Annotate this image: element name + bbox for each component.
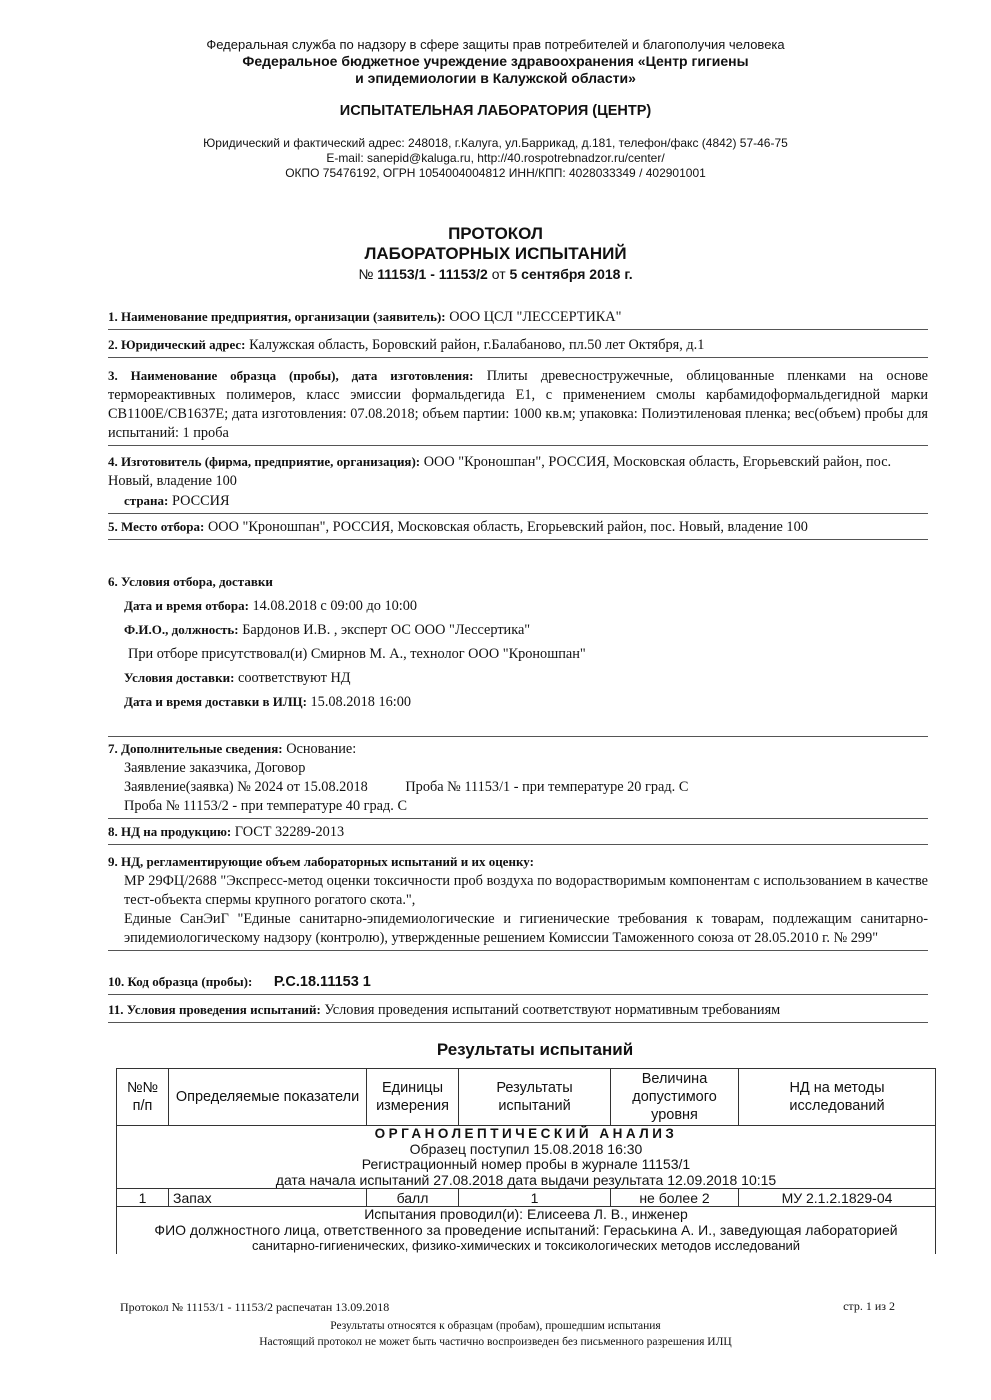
protocol-number-line [0,264,991,284]
col-number: №№ п/п [117,1069,169,1126]
basis-label: Основание: [286,741,357,757]
institution-line2: и эпидемиологии в Калужской области» [355,70,636,86]
laboratory-name: ИСПЫТАТЕЛЬНАЯ ЛАБОРАТОРИЯ (ЦЕНТР) [339,103,652,119]
delivery-datetime-value: 15.08.2018 16:00 [310,694,412,710]
delivery-conditions [108,666,928,690]
protocol-date: 5 сентября 2018 г. [509,266,633,282]
results-header-row [117,1069,936,1126]
standard-sanepid: Единые СанЭиГ "Единые санитарно-эпидемиологические и гигиенические требования к товарам, подлежащим санитарно-эпидемиологическому надзору (контролю), утвержденные решением Комиссии Таможенного союза от 28.05.2010 г. № 299" [124,911,928,946]
title-line2: ЛАБОРАТОРНЫХ ИСПЫТАНИЙ [364,244,627,263]
standard-mr: МР 29ФЦ/2688 "Экспресс-метод оценки токсичности проб воздуха по водорастворимым компонентам с использованием в качестве тест-объекта спермы крупного рогатого скота.", [124,873,928,908]
registration-number: Регистрационный номер пробы в журнале 11153/1 [361,1156,691,1172]
footer-printed: Протокол № 11153/1 - 11153/2 распечатан 13.09.2018 [120,1300,390,1314]
section-11-value: Условия проведения испытаний соответствуют нормативным требованиям [324,1002,781,1018]
analysis-section-row [117,1126,936,1189]
section-7-label: 7. Дополнительные сведения: [108,741,283,756]
section-sample-name [108,366,928,446]
section-5-value: ООО "Кроношпан", РОССИЯ, Московская область, Егорьевский район, пос. Новый, владение 100 [207,519,808,535]
section-4-value: ООО "Кроношпан", РОССИЯ, Московская область, Егорьевский район, пос. Новый, владение 100 [108,454,892,489]
title-line1: ПРОТОКОЛ [448,224,543,243]
row-method: МУ 2.1.2.1829-04 [739,1189,936,1207]
section-sampling-conditions [108,570,928,716]
page-number: стр. 1 из 2 [843,1299,895,1313]
section-3-label: 3. Наименование образца (пробы), дата изготовления: [108,368,474,383]
section-11-label: 11. Условия проведения испытаний: [108,1002,321,1017]
application-ref: Заявление(заявка) № 2024 от 15.08.2018 [124,779,368,795]
row-indicator: Запах [169,1189,367,1207]
country-line [108,491,928,511]
performed-by: Испытания проводил(и): Елисеева Л. В., инженер [364,1206,688,1222]
delivery-label: Условия доставки: [124,670,235,685]
section-legal-address [108,335,928,358]
section-6-label: 6. Условия отбора, доставки [108,574,273,589]
delivery-datetime-label: Дата и время доставки в ИЛЦ: [124,694,307,709]
col-method: НД на методы исследований [739,1069,936,1126]
section-3-value: Плиты древесностружечные, облицованные пленками на основе термореактивных полимеров, класс эмиссии формальдегида Е1, с применением смолы карбамидоформальдегидной марки CB1100E/CB1637E; дата изготовления: 07.08.2018; объем партии: 1000 кв.м; упаковка: Полиэтиленовая пленка; вес(объем) пробы для испытаний: 1 проба [108,368,928,441]
address: Юридический и фактический адрес: 248018, г.Калуга, ул.Баррикад, д.181, телефон/факс (4842) 57-46-75 [203,136,788,150]
section-test-standards [108,852,928,951]
section-9-label: 9. НД, регламентирующие объем лабораторных испытаний и их оценку: [108,854,534,869]
section-additional-info [108,736,928,819]
registration-codes: ОКПО 75476192, ОГРН 1054004004812 ИНН/КПП: 4028033349 / 402901001 [285,166,706,180]
section-2-label: 2. Юридический адрес: [108,337,246,352]
section-applicant [108,307,928,330]
delivery-datetime [108,690,928,714]
section-sampling-place [108,517,928,540]
section-1-label: 1. Наименование предприятия, организации (заявитель): [108,309,446,324]
section-8-label: 8. НД на продукцию: [108,824,232,839]
present-at-sampling: При отборе присутствовал(и) Смирнов М. А., технолог ООО "Кроношпан" [128,646,586,662]
sampling-datetime-label: Дата и время отбора: [124,598,249,613]
col-limit: Величина допустимого уровня [611,1069,739,1126]
performers-info [117,1207,936,1254]
row-result: 1 [459,1189,611,1207]
sample-received: Образец поступил 15.08.2018 16:30 [409,1140,643,1157]
sampler-value: Бардонов И.В. , эксперт ОС ООО "Лессертика" [242,622,531,638]
basis-line2 [108,778,928,797]
number-prefix: № [358,266,374,282]
institution-line1: Федеральное бюджетное учреждение здравоохранения «Центр гигиены [242,53,749,69]
protocol-number: 11153/1 - 11153/2 [377,266,488,282]
results-table [116,1068,936,1254]
col-unit: Единицы измерения [367,1069,459,1126]
section-test-conditions [108,1000,928,1023]
responsible-person: ФИО должностного лица, ответственного за проведение испытаний: Гераськина А. И., заведующая лабораторией [154,1221,898,1238]
sampler-label: Ф.И.О., должность: [124,622,239,637]
row-number: 1 [117,1189,169,1207]
footer-note-1: Результаты относятся к образцам (пробам), прошедшим испытания [330,1320,661,1332]
section-2-value: Калужская область, Боровский район, г.Балабаново, пл.50 лет Октября, д.1 [249,337,705,353]
country-value: РОССИЯ [171,493,230,509]
col-result: Результаты испытаний [459,1069,611,1126]
section-5-label: 5. Место отбора: [108,519,205,534]
basis-line1: Заявление заказчика, Договор [124,760,306,776]
sample-1-note: Проба № 11153/1 - при температуре 20 град. С [405,779,689,795]
sampling-datetime-value: 14.08.2018 с 09:00 до 10:00 [252,598,418,614]
sampler [108,618,928,642]
results-title: Результаты испытаний [436,1040,634,1059]
sample-2-note: Проба № 11153/2 - при температуре 40 град. С [124,798,407,814]
row-limit: не более 2 [611,1189,739,1207]
col-indicator: Определяемые показатели [169,1069,367,1126]
table-row [117,1189,936,1207]
section-product-standard [108,822,928,845]
date-prefix: от [491,266,506,282]
protocol-title [0,224,991,284]
section-1-value: ООО ЦСЛ "ЛЕССЕРТИКА" [449,309,622,325]
document-header [0,36,991,181]
analysis-section-info [117,1126,936,1189]
agency-name: Федеральная служба по надзору в сфере защиты прав потребителей и благополучия человека [206,37,785,52]
section-manufacturer [108,452,928,514]
sample-code: Р.С.18.11153 1 [273,974,371,990]
analysis-section-name: ОРГАНОЛЕПТИЧЕСКИЙ АНАЛИЗ [374,1126,678,1141]
section-4-label: 4. Изготовитель (фирма, предприятие, организация): [108,454,421,469]
section-sample-code [108,972,928,995]
footer-notes [0,1318,991,1350]
section-8-value: ГОСТ 32289-2013 [234,824,345,840]
footer-note-2: Настоящий протокол не может быть частично воспроизведен без письменного разрешения ИЛЦ [259,1336,732,1348]
country-label: страна: [124,493,169,508]
delivery-value: соответствуют НД [237,670,351,686]
responsible-department: санитарно-гигиенических, физико-химических и токсикологических методов исследований [251,1238,801,1253]
sampling-datetime [108,594,928,618]
row-unit: балл [367,1189,459,1207]
performers-row [117,1207,936,1254]
contacts: E-mail: sanepid@kaluga.ru, http://40.rospotrebnadzor.ru/center/ [326,151,665,165]
test-dates: дата начала испытаний 27.08.2018 дата выдачи результата 12.09.2018 10:15 [275,1171,777,1188]
section-10-label: 10. Код образца (пробы): [108,974,253,989]
